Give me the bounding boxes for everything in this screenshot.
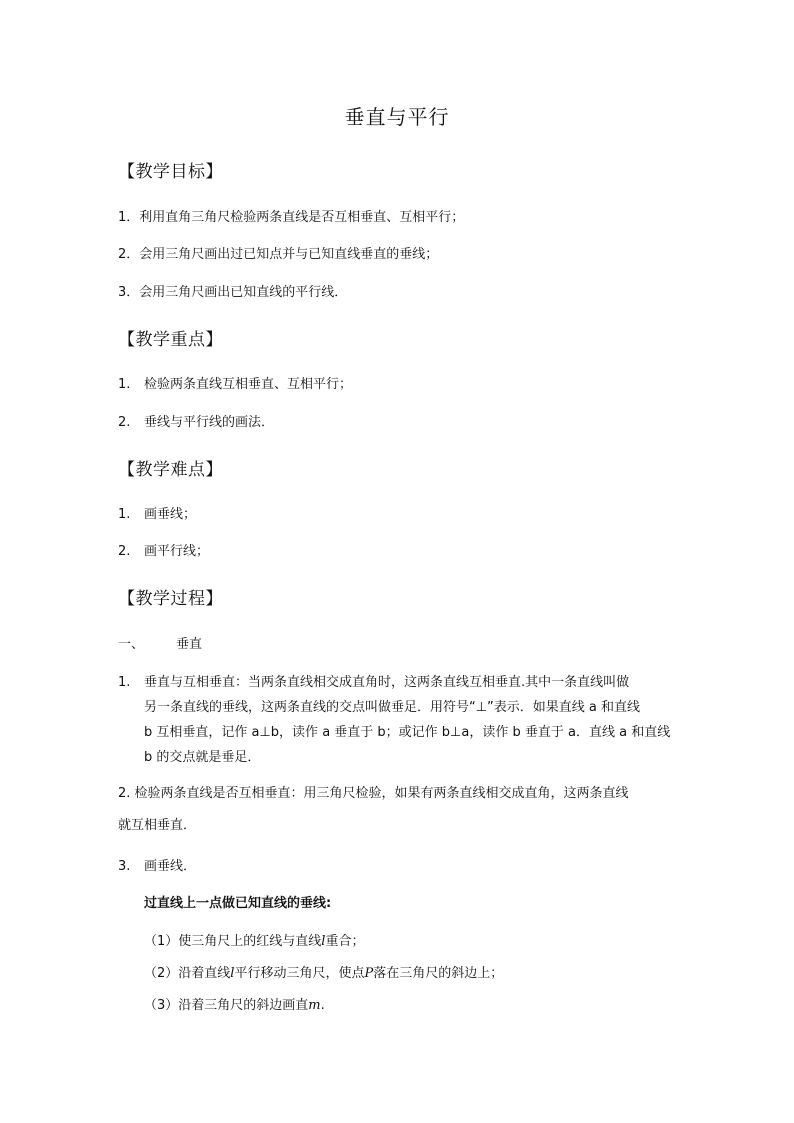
step-1 — [144, 932, 364, 952]
paragraph-1-line-4: b 的交点就是垂足． — [144, 750, 261, 765]
difficulty-1-text: 画垂线； — [144, 507, 197, 522]
step-2-var-l: l — [230, 966, 235, 981]
paragraph-1 — [144, 670, 684, 770]
key-point-2-text: 垂线与平行线的画法． — [144, 415, 275, 430]
paragraph-2-line-1: 2. 检验两条直线是否互相垂直：用三角尺检验，如果有两条直线相交成直角，这两条直线 — [118, 786, 629, 801]
step-2-text-c: 落在三角尺的斜边上； — [373, 966, 504, 981]
paragraph-1-line-2: 另一条直线的垂线，这两条直线的交点叫做垂足．用符号“⊥”表示．如果直线 a 和直线 — [144, 700, 641, 715]
goal-item-3: 3．会用三角尺画出已知直线的平行线． — [118, 285, 348, 300]
step-3-var-m: m — [308, 998, 321, 1013]
goal-item-1: 1．利用直角三角尺检验两条直线是否互相垂直、互相平行； — [118, 210, 465, 225]
part-one-title: 垂直 — [176, 637, 203, 652]
step-1-var-l: l — [321, 934, 326, 949]
paragraph-2-line-2: 就互相垂直． — [118, 818, 197, 833]
perpendicular-sub-heading: 过直线上一点做已知直线的垂线: — [144, 896, 332, 911]
paragraph-3-number: 3. — [118, 859, 131, 874]
section-heading-key-points: 【教学重点】 — [118, 330, 223, 350]
paragraph-3-text: 画垂线． — [144, 859, 197, 874]
paragraph-1-line-3: b 互相垂直，记作 a⊥b，读作 a 垂直于 b；或记作 b⊥a，读作 b 垂直于 a．直线 a 和直线 — [144, 725, 671, 740]
page-title: 垂直与平行 — [344, 105, 450, 129]
step-2-text-b: 平行移动三角尺，使点 — [234, 966, 365, 981]
step-1-text-a: （1）使三角尺上的红线与直线 — [144, 934, 322, 949]
section-heading-goals: 【教学目标】 — [118, 162, 223, 182]
goal-item-2: 2．会用三角尺画出过已知点并与已知直线垂直的垂线； — [118, 247, 439, 262]
step-2-var-p: P — [364, 966, 374, 981]
key-point-2-number: 2. — [118, 415, 131, 430]
paragraph-1-number: 1. — [118, 675, 131, 690]
step-2 — [144, 964, 503, 984]
difficulty-2-number: 2. — [118, 544, 131, 559]
section-heading-process: 【教学过程】 — [118, 589, 223, 609]
step-3-text-b: . — [320, 998, 325, 1013]
part-one-number: 一、 — [118, 637, 145, 652]
difficulty-2-text: 画平行线； — [144, 544, 210, 559]
key-point-1-text: 检验两条直线互相垂直、互相平行； — [144, 377, 353, 392]
step-2-text-a: （2）沿着直线 — [144, 966, 231, 981]
step-3-text-a: （3）沿着三角尺的斜边画直 — [144, 998, 309, 1013]
paragraph-1-line-1: 垂直与互相垂直：当两条直线相交成直角时，这两条直线互相垂直.其中一条直线叫做 — [144, 675, 630, 690]
difficulty-1-number: 1. — [118, 507, 131, 522]
step-3 — [144, 996, 325, 1016]
step-1-text-b: 重合； — [325, 934, 365, 949]
section-heading-difficulties: 【教学难点】 — [118, 460, 223, 480]
key-point-1-number: 1. — [118, 377, 131, 392]
